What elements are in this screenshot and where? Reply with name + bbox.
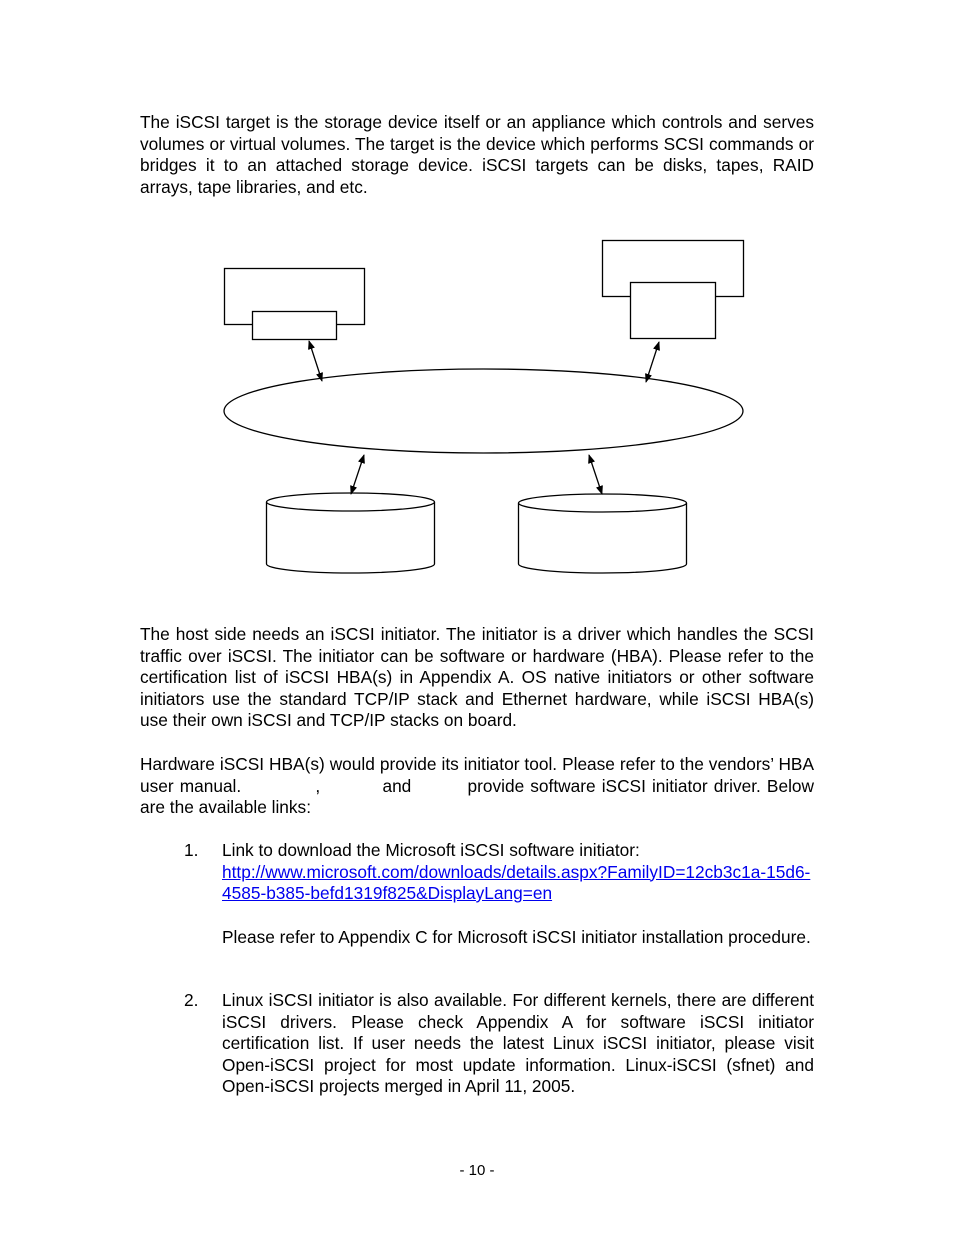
page-number: - 10 -: [459, 1162, 495, 1179]
link-arrow-storage-right: [589, 455, 602, 494]
paragraph-hba-tools: [140, 754, 814, 819]
list-item-note: Please refer to Appendix C for Microsoft iSCSI initiator installation procedure.: [222, 926, 811, 947]
hba-box-left: [253, 312, 337, 340]
adapter-box-right: [631, 283, 716, 339]
link-arrow-storage-left: [351, 455, 364, 494]
network-ellipse: [224, 369, 743, 453]
microsoft-initiator-download-link[interactable]: http://www.microsoft.com/downloads/details.aspx?FamilyID=12cb3c1a-15d6-4585-b385-befd1319f825&DisplayLang=en: [222, 861, 811, 903]
hba-text-part1: Hardware iSCSI HBA(s) would provide its initiator tool. Please refer to the vendors’ HBA user manual.: [140, 754, 814, 796]
hba-text-part2: provide software iSCSI initiator driver. Below are the available links:: [140, 775, 814, 817]
paragraph-iscsi-initiator: The host side needs an iSCSI initiator. The initiator is a driver which handles the SCSI traffic over iSCSI. The initiator can be software or hardware (HBA). Please refer to the certification list of iSCSI HBA(s) in Appendix A. OS native initiators or other software initiators use the standard TCP/IP stack and Ethernet hardware, while iSCSI HBA(s) use their own iSCSI and TCP/IP stacks on board.: [140, 624, 814, 730]
hba-text-and: and: [382, 775, 412, 796]
link-arrow-host-right: [646, 342, 659, 382]
paragraph-iscsi-target: The iSCSI target is the storage device itself or an appliance which controls and serves volumes or virtual volumes. The target is the device which performs SCSI commands or bridges it to an attached storage device. iSCSI targets can be disks, tapes, RAID arrays, tape libraries, and etc.: [140, 112, 814, 197]
storage-cylinder-left: [267, 493, 435, 573]
list-item-text: Linux iSCSI initiator is also available. For different kernels, there are different iSCSI drivers. Please check Appendix A for software iSCSI initiator certification list. If user needs the latest Linux iSCSI initiator, please visit Open-iSCSI project for most update information. Linux-iSCSI (sfnet) and Open-iSCSI projects merged in April 11, 2005.: [222, 990, 814, 1096]
list-item-heading: Link to download the Microsoft iSCSI software initiator:: [222, 840, 640, 860]
link-arrow-host-left: [309, 341, 322, 381]
hba-text-comma: ,: [315, 775, 321, 796]
iscsi-topology-diagram: [0, 0, 954, 600]
list-number: 2.: [184, 990, 199, 1010]
list-number: 1.: [184, 840, 199, 860]
storage-cylinder-right: [519, 494, 687, 573]
